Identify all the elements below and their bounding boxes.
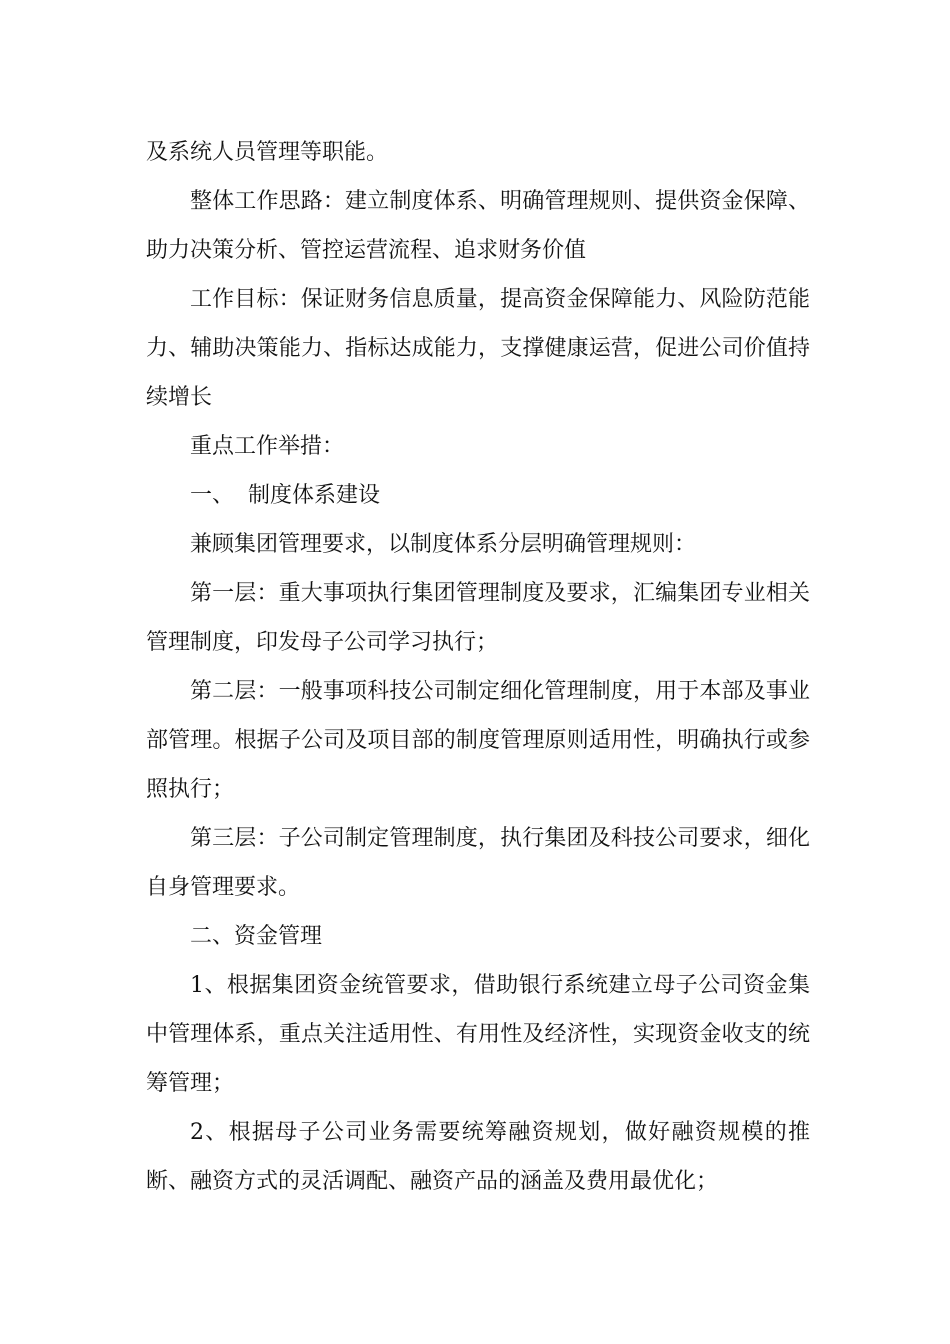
- paragraph-11: 1、根据集团资金统管要求，借助银行系统建立母子公司资金集中管理体系，重点关注适用性、有用性及经济性，实现资金收支的统筹管理；: [146, 973, 810, 1096]
- section-heading-1: 一、 制度体系建设: [190, 483, 380, 508]
- paragraph-1: 及系统人员管理等职能。: [146, 140, 389, 165]
- paragraph-9: 第三层：子公司制定管理制度，执行集团及科技公司要求，细化自身管理要求。: [146, 826, 810, 900]
- paragraph-7: 第一层：重大事项执行集团管理制度及要求，汇编集团专业相关管理制度，印发母子公司学习执行；: [146, 581, 810, 655]
- section-heading-2: 二、资金管理: [190, 924, 323, 949]
- document-body: [146, 128, 810, 1206]
- paragraph-8: 第二层：一般事项科技公司制定细化管理制度，用于本部及事业部管理。根据子公司及项目部的制度管理原则适用性，明确执行或参照执行；: [146, 679, 810, 802]
- paragraph-3: 工作目标：保证财务信息质量，提高资金保障能力、风险防范能力、辅助决策能力、指标达成能力，支撑健康运营，促进公司价值持续增长: [146, 287, 810, 410]
- paragraph-2: 整体工作思路：建立制度体系、明确管理规则、提供资金保障、助力决策分析、管控运营流程、追求财务价值: [146, 189, 810, 263]
- paragraph-12: 2、根据母子公司业务需要统筹融资规划，做好融资规模的推断、融资方式的灵活调配、融资产品的涵盖及费用最优化；: [146, 1120, 810, 1194]
- paragraph-4: 重点工作举措：: [190, 434, 345, 459]
- paragraph-6: 兼顾集团管理要求，以制度体系分层明确管理规则：: [190, 532, 697, 557]
